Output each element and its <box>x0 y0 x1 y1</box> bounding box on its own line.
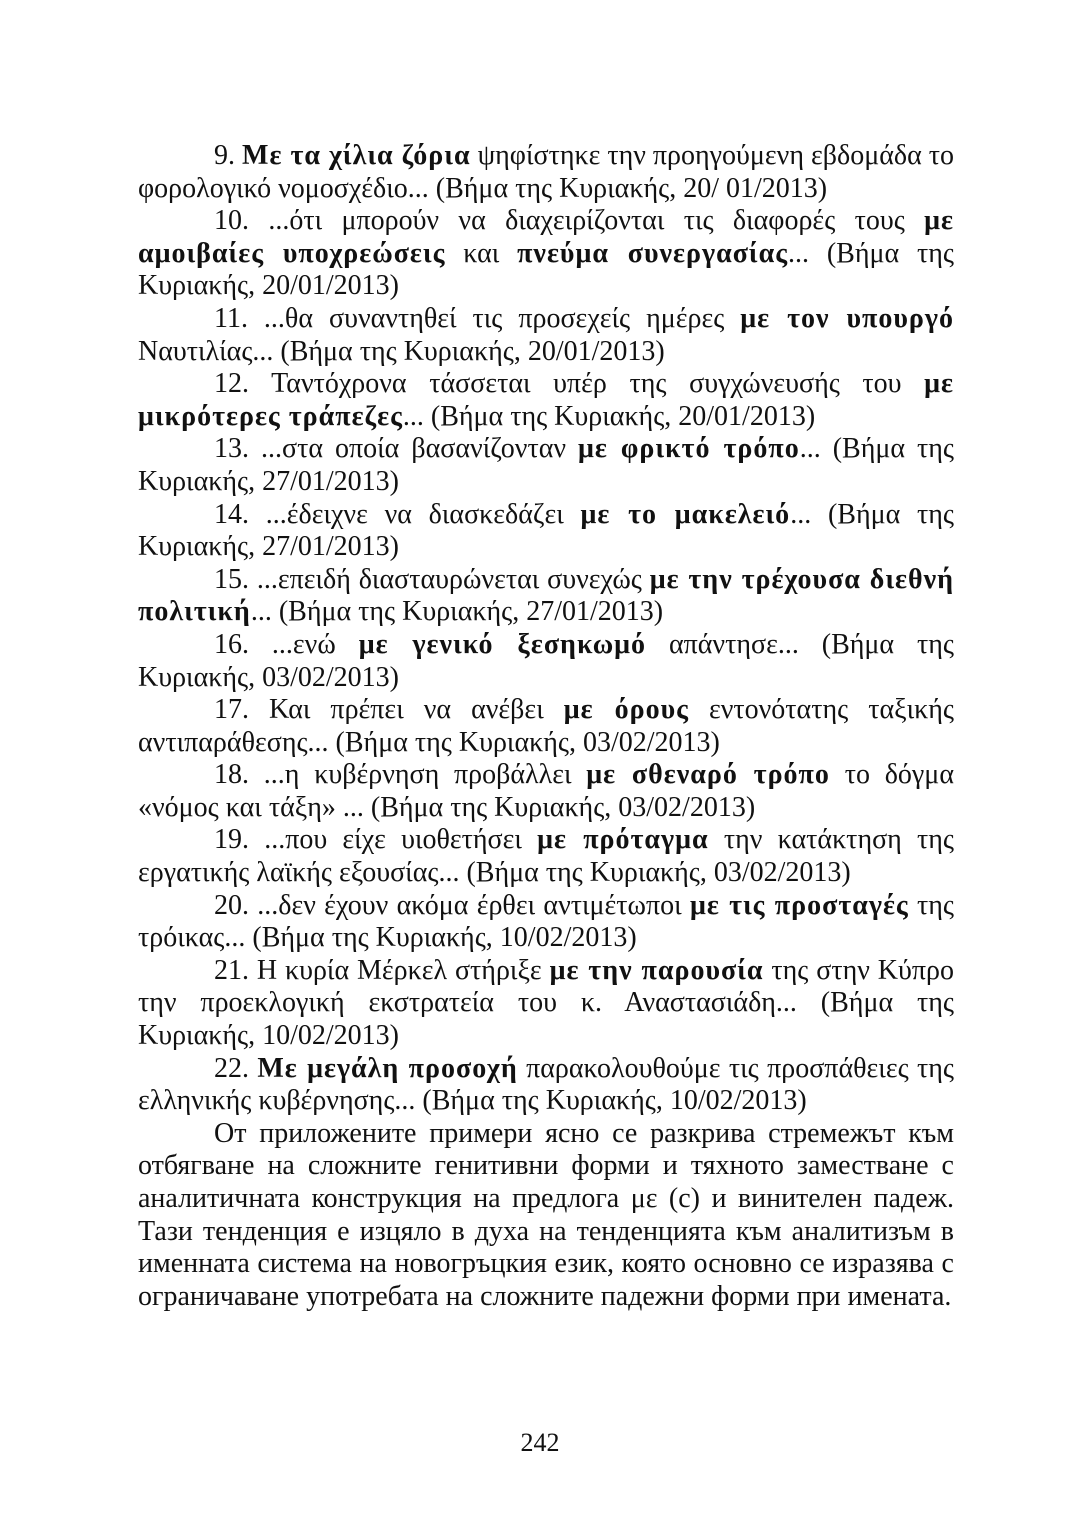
example-9: 9. Με τα χίλια ζόρια ψηφίστηκε την προηγούμενη εβδομάδα το φορολογικό νομοσχέδιο... (Βήμα της Κυριακής, 20/ 01/2013) <box>138 140 955 204</box>
example-19: 19. ...που είχε υιοθετήσει με πρόταγμα την κατάκτηση της εργατικής λαϊκής εξουσίας... (Βήμα της Κυριακής, 03/02/2013) <box>138 824 955 889</box>
page-number: 242 <box>520 1428 560 1457</box>
example-11: 11. ...θα συναντηθεί τις προσεχείς ημέρες με τον υπουργό Ναυτιλίας... (Βήμα της Κυριακής, 20/01/2013) <box>138 302 954 367</box>
example-14: 14. ...έδειχνε να διασκεδάζει με το μακελειό... (Βήμα της Κυριακής, 27/01/2013) <box>138 498 954 563</box>
example-15: 15. ...επειδή διασταυρώνεται συνεχώς με την τρέχουσα διεθνή πολιτική... (Βήμα της Κυριακής, 27/01/2013) <box>138 563 954 628</box>
example-21: 21. Η κυρία Μέρκελ στήριξε με την παρουσία της στην Κύπρο την προεκλογική εκστρατεία του κ. Αναστασιάδη... (Βήμα της Κυριακής, 10/02/2013) <box>138 954 954 1052</box>
example-22: 22. Με μεγάλη προσοχή παρακολουθούμε τις προσπάθειες της ελληνικής κυβέρνησης... (Βήμα της Κυριακής, 10/02/2013) <box>138 1052 955 1117</box>
example-17: 17. Και πρέπει να ανέβει με όρους εντονότατης ταξικής αντιπαράθεσης... (Βήμα της Κυριακής, 03/02/2013) <box>138 694 954 758</box>
example-12: 12. Ταντόχρονα τάσσεται υπέρ της συγχώνευσής του με μικρότερες τράπεζες... (Βήμα της Κυριακής, 20/01/2013) <box>138 368 954 432</box>
example-10: 10. ...ότι μπορούν να διαχειρίζονται τις διαφορές τους με αμοιβαίες υποχρεώσεις και πνεύμα συνεργασίας... (Βήμα της Κυριακής, 20/01/2013) <box>138 205 954 302</box>
closing-paragraph: От приложените примери ясно се разкрива стремежът към отбягване на сложните генитивни форми и тяхното заместване с аналитичната конструкция на предлога με (с) и винителен падеж. Тази тенденция е изцяло в духа на тенденцията към аналитизъм в именната система на новогръцкия език, която основно се изразява с ограничаване употребата на сложните падежни форми при имената. <box>138 1117 954 1312</box>
example-16: 16. ...ενώ με γενικό ξεσηκωμό απάντησε... (Βήμα της Κυριακής, 03/02/2013) <box>138 628 954 693</box>
example-18: 18. ...η κυβέρνηση προβάλλει με σθεναρό τρόπο το δόγμα «νόμος και τάξη» ... (Βήμα της Κυριακής, 03/02/2013) <box>138 759 954 823</box>
example-20: 20. ...δεν έχουν ακόμα έρθει αντιμέτωποι με τις προσταγές της τρόικας... (Βήμα της Κυριακής, 10/02/2013) <box>138 889 955 954</box>
page-body <box>138 140 954 1313</box>
example-13: 13. ...στα οποία βασανίζονταν με φρικτό τρόπο... (Βήμα της Κυριακής, 27/01/2013) <box>138 433 954 497</box>
